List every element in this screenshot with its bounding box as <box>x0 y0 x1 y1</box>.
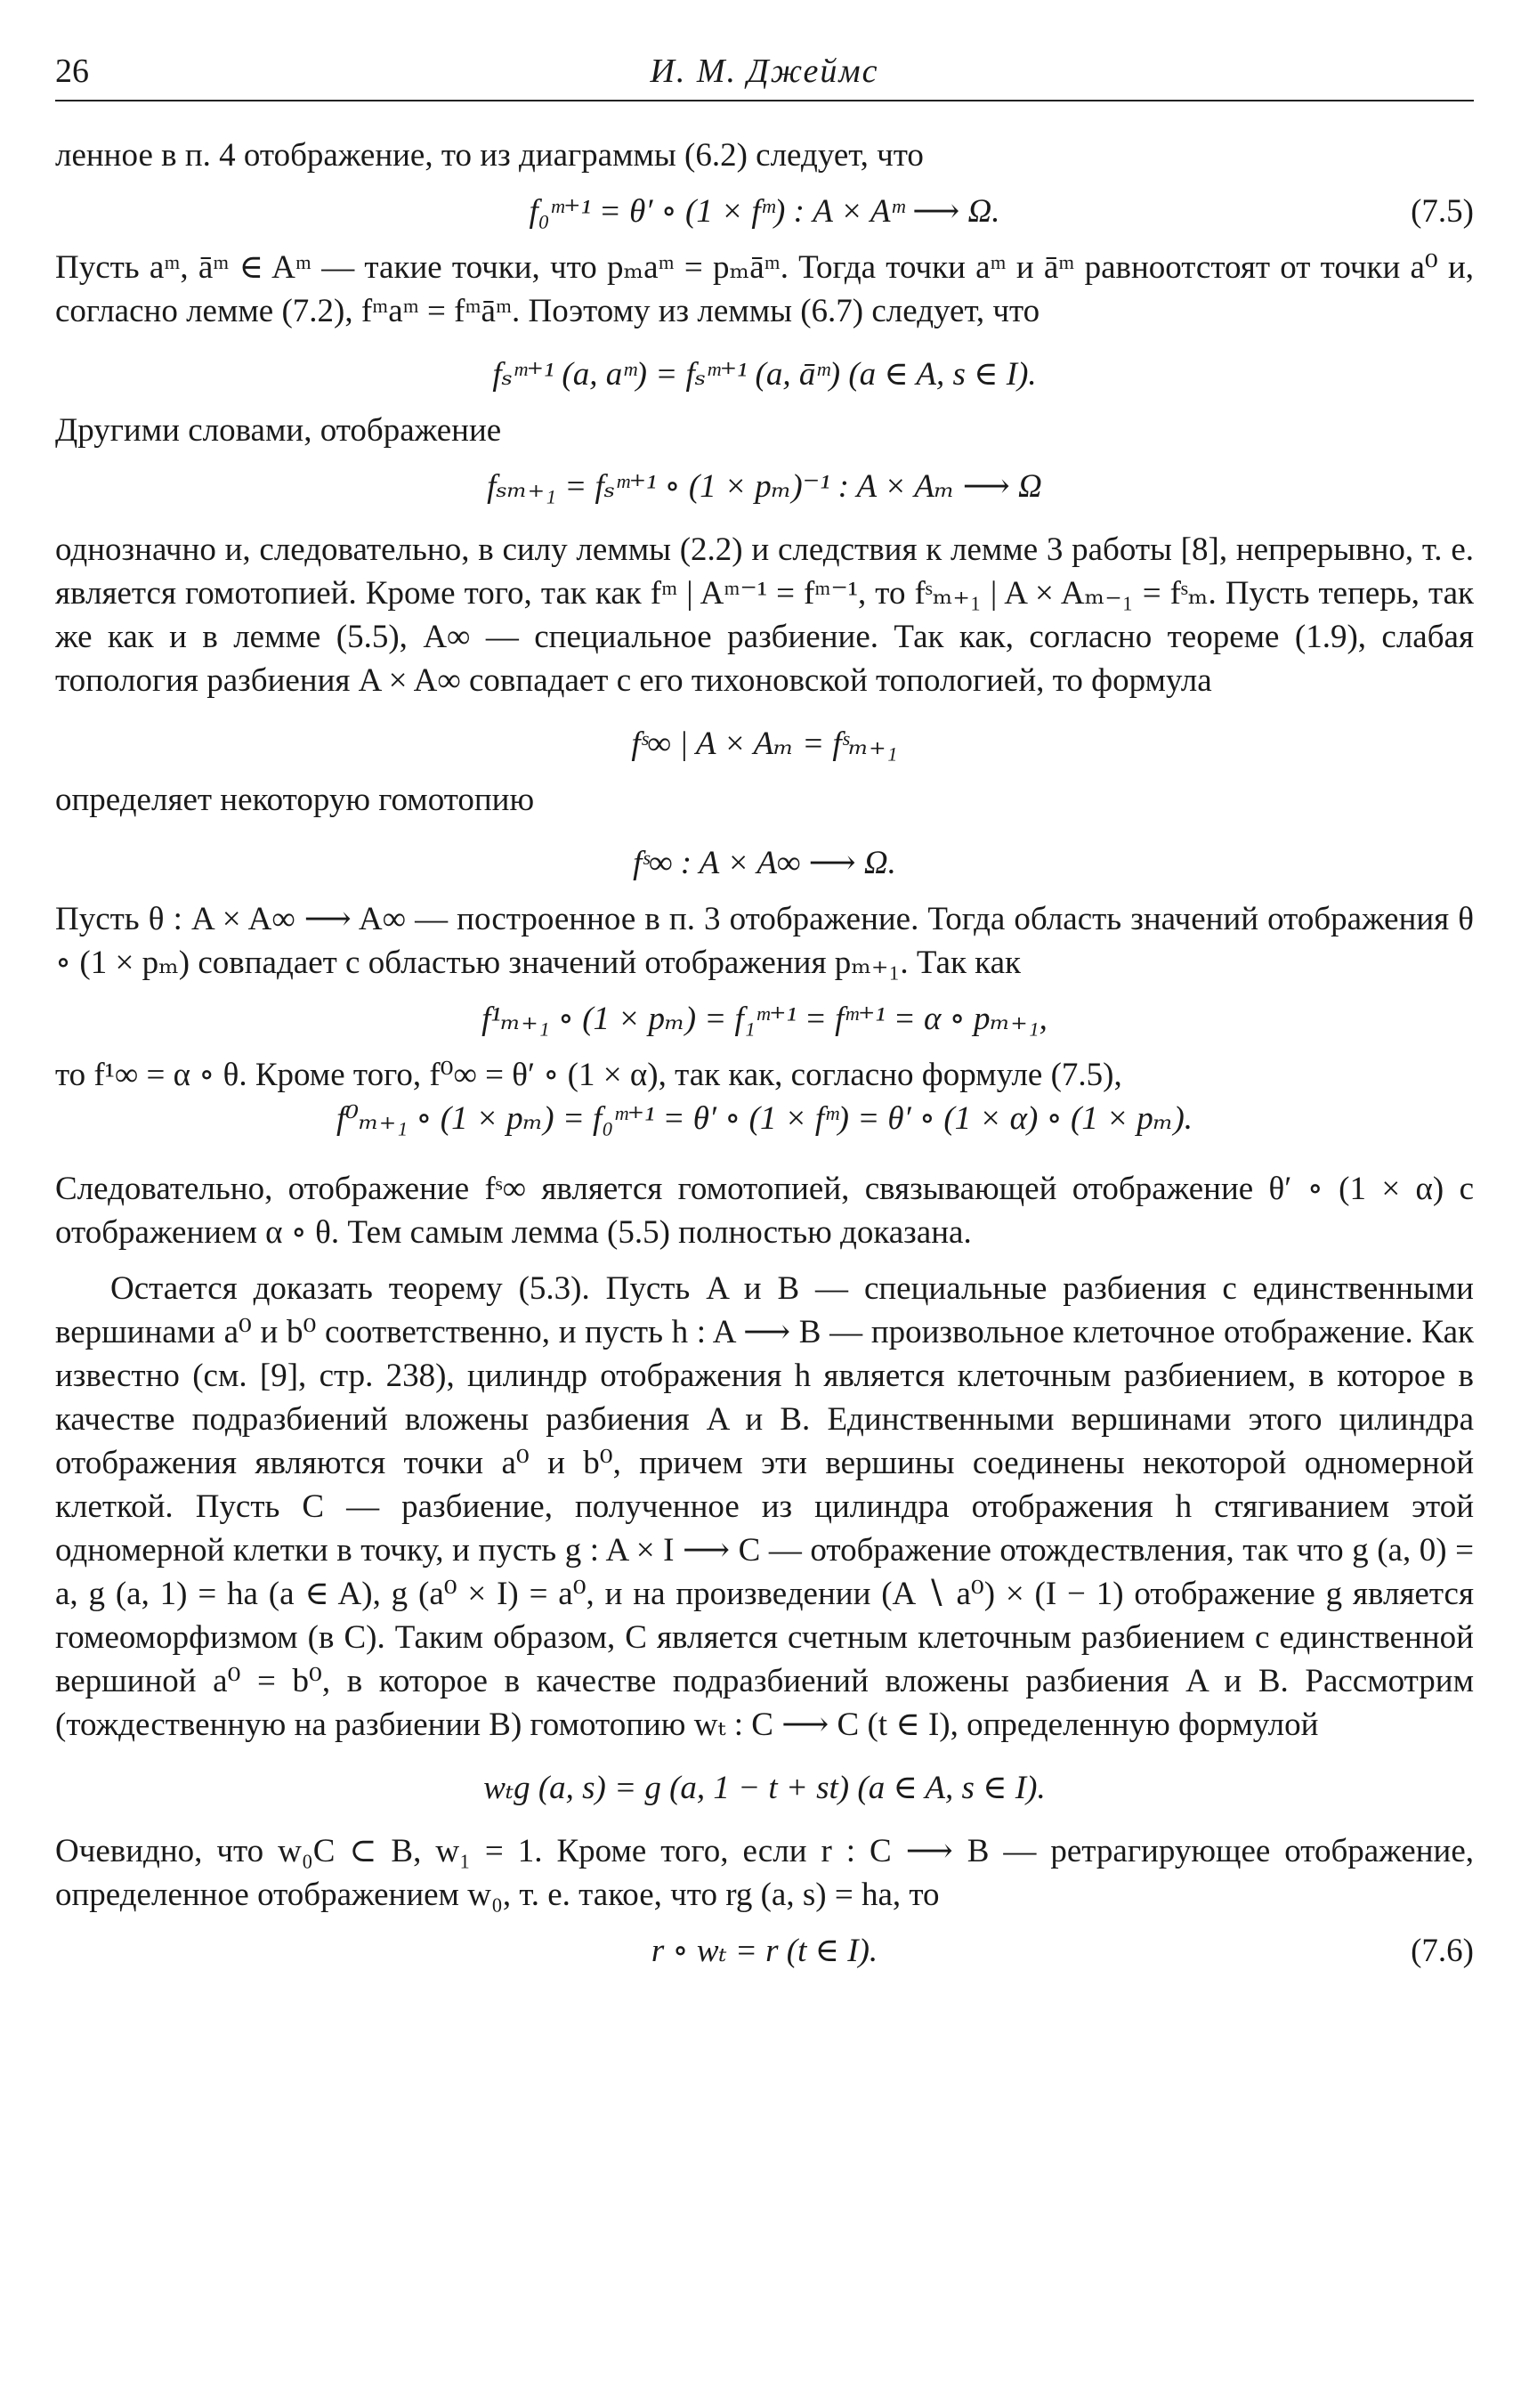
formula-7-5-text: f₀ᵐ⁺¹ = θ′ ∘ (1 × fᵐ) : A × Aᵐ ⟶ Ω. <box>529 193 1000 230</box>
paragraph-3: Другими словами, отображение <box>55 412 502 449</box>
paragraph-4: однозначно и, следовательно, в силу леммы (2.2) и следствия к лемме 3 работы [8], непрерывно, т. е. является гомотопией. Кроме того, так как fᵐ | Aᵐ⁻¹ = fᵐ⁻¹, то fˢₘ₊₁ | A × Aₘ₋₁ = fˢₘ. Пусть теперь, так же как и в лемме (5.5), A∞ — специальное разбиение. Так как, согласно теореме (1.9), слабая топология разбиения A × A∞ совпадает с его тихоновской топологией, то формула <box>55 531 1474 699</box>
formula-4: fˢ∞ | A × Aₘ = fˢₘ₊₁ <box>631 726 898 762</box>
formula-5: fˢ∞ : A × A∞ ⟶ Ω. <box>633 845 896 881</box>
paragraph-7: то f¹∞ = α ∘ θ. Кроме того, f⁰∞ = θ′ ∘ (1 × α), так как, согласно формуле (7.5), <box>55 1057 1122 1093</box>
paragraph-6: Пусть θ : A × A∞ ⟶ A∞ — построенное в п. 3 отображение. Тогда область значений отображения θ ∘ (1 × pₘ) совпадает с областью значений отображения pₘ₊₁. Так как <box>55 901 1474 981</box>
paragraph-10: Очевидно, что w₀C ⊂ B, w₁ = 1. Кроме того, если r : C ⟶ B — ретрагирующее отображение, определенное отображением w₀, т. е. такое, что rg (a, s) = ha, то <box>55 1833 1474 1913</box>
paragraph-9: Остается доказать теорему (5.3). Пусть A и B — специальные разбиения с единственными вершинами a⁰ и b⁰ соответственно, и пусть h : A ⟶ B — произвольное клеточное отображение. Как известно (см. [9], стр. 238), цилиндр отображения h является клеточным разбиением, в которое в качестве подразбиений вложены разбиения A и B. Единственными вершинами этого цилиндра отображения являются точки a⁰ и b⁰, причем эти вершины соединены некоторой одномерной клеткой. Пусть C — разбиение, полученное из цилиндра отображения h стягиванием этой одномерной клетки в точку, и пусть g : A × I ⟶ C — отображение отождествления, так что g (a, 0) = a, g (a, 1) = ha (a ∈ A), g (a⁰ × I) = a⁰, и на произведении (A ∖ a⁰) × (I − 1) отображение g является гомеоморфизмом (в C). Таким образом, C является счетным клеточным разбиением с единственной вершиной a⁰ = b⁰, в которое в качестве подразбиений вложены разбиения A и B. Рассмотрим (тождественную на разбиении B) гомотопию wₜ : C ⟶ C (t ∈ I), определенную формулой <box>55 1270 1474 1743</box>
formula-3: fₛₘ₊₁ = fₛᵐ⁺¹ ∘ (1 × pₘ)⁻¹ : A × Aₘ ⟶ Ω <box>487 468 1042 505</box>
paragraph-2: Пусть aᵐ, āᵐ ∈ Aᵐ — такие точки, что pₘaᵐ = pₘāᵐ. Тогда точки aᵐ и āᵐ равноотстоят от точки a⁰ и, согласно лемме (7.2), fᵐaᵐ = fᵐāᵐ. Поэтому из леммы (6.7) следует, что <box>55 249 1474 329</box>
equation-number-7-5: (7.5) <box>1411 193 1474 230</box>
formula-7-6-text: r ∘ wₜ = r (t ∈ I). <box>651 1933 878 1969</box>
header-rule <box>55 100 1474 101</box>
formula-8: wₜg (a, s) = g (a, 1 − t + st) (a ∈ A, s ∈ I). <box>483 1770 1046 1806</box>
paragraph-5: определяет некоторую гомотопию <box>55 782 535 818</box>
formula-6: f¹ₘ₊₁ ∘ (1 × pₘ) = f₁ᵐ⁺¹ = fᵐ⁺¹ = α ∘ pₘ₊₁, <box>481 1001 1048 1037</box>
formula-7-5 <box>55 190 1474 233</box>
running-title: И. М. Джеймс <box>650 53 879 90</box>
paragraph-8: Следовательно, отображение fˢ∞ является гомотопией, связывающей отображение θ′ ∘ (1 × α) с отображением α ∘ θ. Тем самым лемма (5.5) полностью доказана. <box>55 1171 1474 1251</box>
page-number: 26 <box>55 53 89 90</box>
formula-7-6 <box>55 1929 1474 1973</box>
paragraph-1: ленное в п. 4 отображение, то из диаграммы (6.2) следует, что <box>55 137 924 174</box>
page-body <box>55 134 1474 1973</box>
formula-7: f⁰ₘ₊₁ ∘ (1 × pₘ) = f₀ᵐ⁺¹ = θ′ ∘ (1 × fᵐ) = θ′ ∘ (1 × α) ∘ (1 × pₘ). <box>336 1100 1193 1137</box>
equation-number-7-6: (7.6) <box>1411 1933 1474 1969</box>
formula-2: fₛᵐ⁺¹ (a, aᵐ) = fₛᵐ⁺¹ (a, āᵐ) (a ∈ A, s ∈ I). <box>492 356 1037 393</box>
page-header <box>55 52 1474 105</box>
